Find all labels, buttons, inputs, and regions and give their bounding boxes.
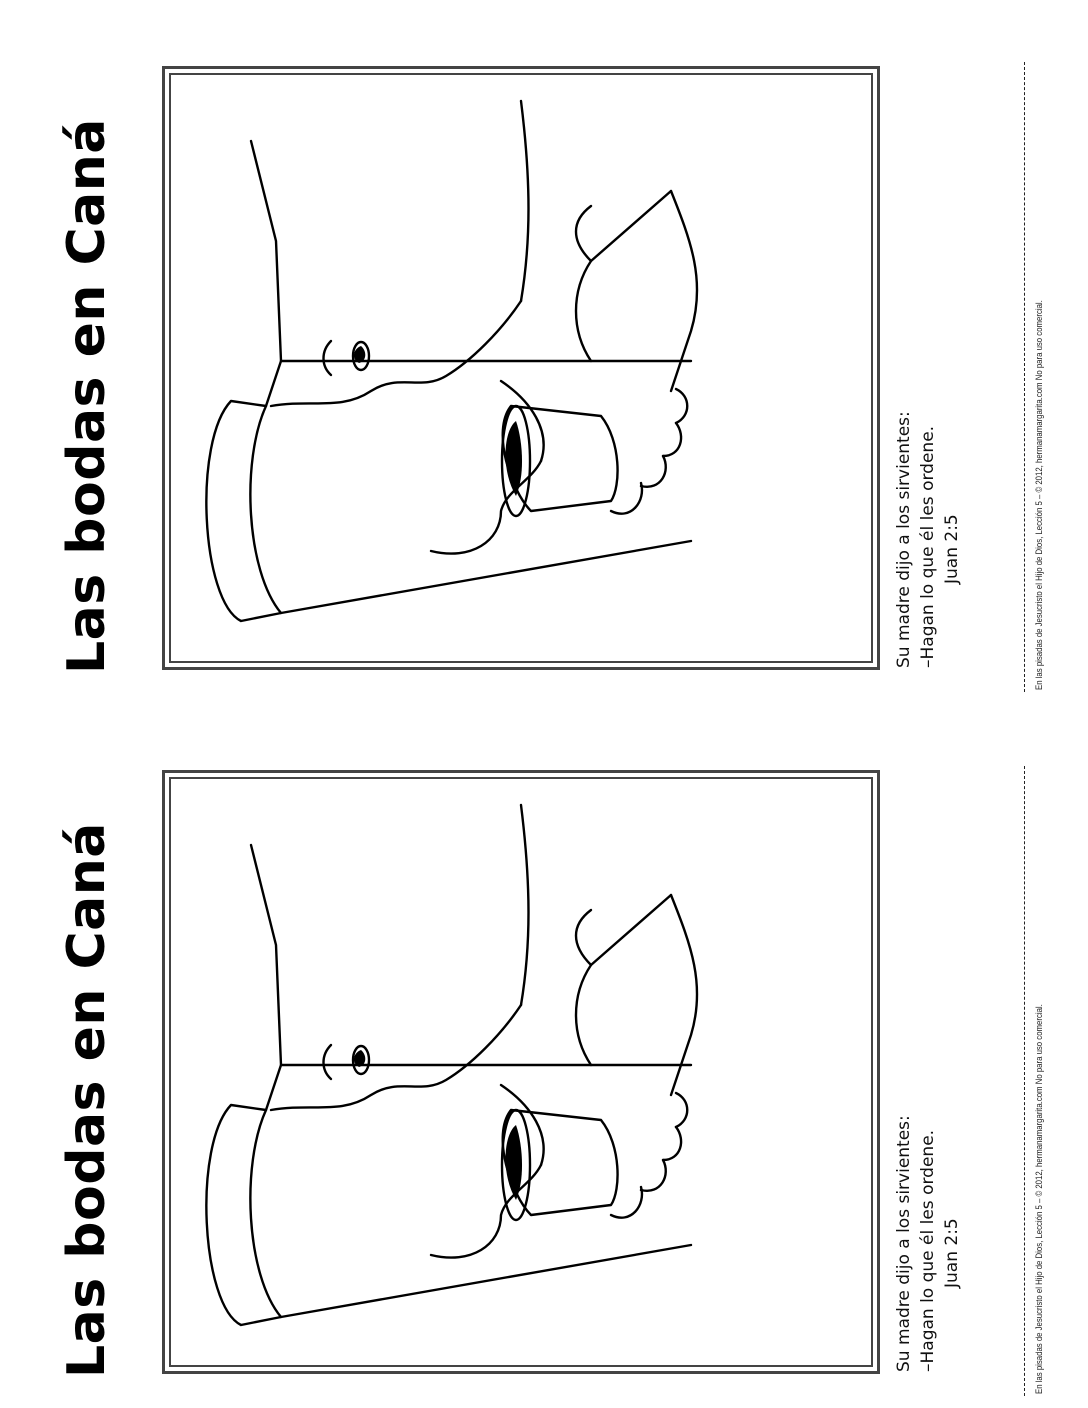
illustration-frame [162, 66, 880, 670]
servant-pouring-illustration [171, 779, 871, 1365]
verse-line-1: Su madre dijo a los sirvientes: [894, 1115, 914, 1372]
verse-line-1: Su madre dijo a los sirvientes: [894, 411, 914, 668]
verse-reference: Juan 2:5 [942, 1218, 962, 1288]
card-bottom-rotated [0, 704, 1088, 1408]
verse-line-2: –Hagan lo que él les ordene. [918, 1129, 938, 1372]
copyright-footer: En las pisadas de Jesucristo el Hijo de Dios, Lección 5 – © 2012, hermanamargarita.com No para uso comercial. [1034, 1004, 1045, 1394]
verse-reference: Juan 2:5 [942, 514, 962, 584]
verse-line-2: –Hagan lo que él les ordene. [918, 425, 938, 668]
card-title: Las bodas en Caná [57, 118, 117, 674]
cut-line [1024, 62, 1025, 692]
bible-verse [892, 942, 992, 1372]
illustration-frame [162, 770, 880, 1374]
bible-verse [892, 238, 992, 668]
copyright-footer: En las pisadas de Jesucristo el Hijo de Dios, Lección 5 – © 2012, hermanamargarita.com No para uso comercial. [1034, 300, 1045, 690]
cut-line [1024, 766, 1025, 1396]
servant-pouring-illustration [171, 75, 871, 661]
card-title: Las bodas en Caná [57, 822, 117, 1378]
card-bottom [0, 704, 1088, 1408]
